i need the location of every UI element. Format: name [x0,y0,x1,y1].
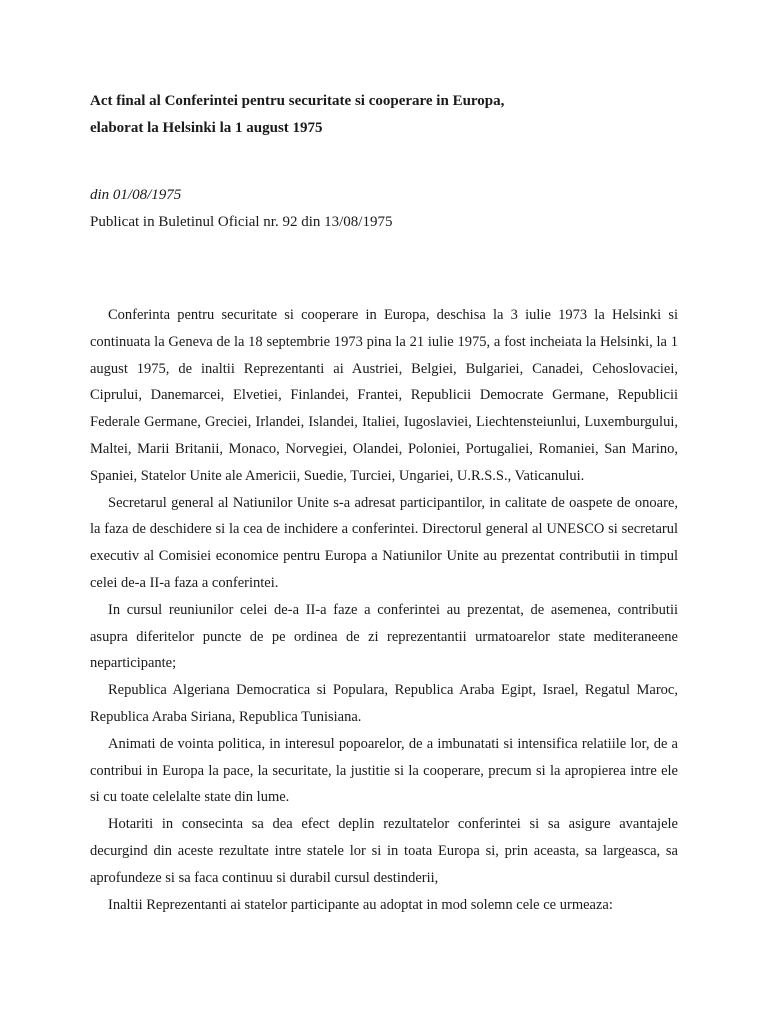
paragraph: Secretarul general al Natiunilor Unite s-a adresat participantilor, in calitate de oaspete de onoare, la faza de deschidere si la cea de inchidere a conferintei. Directorul general al UNESCO si secretarul executiv al Comisiei economice pentru Europa a Natiunilor Unite au prezentat contributii in timpul celei de-a II-a faza a conferintei. [90,494,678,591]
document-meta [90,182,678,236]
document-title [90,88,678,142]
paragraph: In cursul reuniunilor celei de-a II-a faze a conferintei au prezentat, de asemenea, contributii asupra diferitelor puncte de pe ordinea de zi reprezentantii urmatoarelor state mediteraneene neparticipante; [90,601,678,672]
document-body [90,302,678,918]
document-content [90,88,678,918]
document-date: din 01/08/1975 [90,187,182,203]
title-line-1: Act final al Conferintei pentru securitate si cooperare in Europa, [90,93,505,109]
title-line-2: elaborat la Helsinki la 1 august 1975 [90,120,323,136]
paragraph: Animati de vointa politica, in interesul popoarelor, de a imbunatati si intensifica relatiile lor, de a contribui in Europa la pace, la securitate, la justitie si la cooperare, precum si la apropierea intre ele si cu toate celelalte state din lume. [90,735,678,806]
paragraph: Hotariti in consecinta sa dea efect deplin rezultatelor conferintei si sa asigure avantajele decurgind din aceste rezultate intre statele lor si in toata Europa si, prin aceasta, sa largeasca, sa aprofundeze si sa faca continuu si durabil cursul destinderii, [90,816,678,886]
paragraph: Republica Algeriana Democratica si Populara, Republica Araba Egipt, Israel, Regatul Maroc, Republica Araba Siriana, Republica Tunisiana. [90,682,678,725]
paragraph: Inaltii Reprezentanti ai statelor participante au adoptat in mod solemn cele ce urmeaza: [108,896,613,913]
paragraph: Conferinta pentru securitate si cooperare in Europa, deschisa la 3 iulie 1973 la Helsinki si continuata la Geneva de la 18 septembrie 1973 pina la 21 iulie 1975, a fost incheiata la Helsinki, la 1 august 1975, de inaltii Reprezentanti ai Austriei, Belgiei, Bulgariei, Canadei, Cehoslovaciei, Ciprului, Danemarcei, Elvetiei, Finlandei, Frantei, Republicii Democrate Germane, Republicii Federale Germane, Greciei, Irlandei, Islandei, Italiei, Iugoslaviei, Liechtensteiunlui, Luxemburgului, Maltei, Marii Britanii, Monaco, Norvegiei, Olandei, Poloniei, Portugaliei, Romaniei, San Marino, Spaniei, Statelor Unite ale Americii, Suedie, Turciei, Ungariei, U.R.S.S., Vaticanului. [90,307,678,484]
publication-info: Publicat in Buletinul Oficial nr. 92 din 13/08/1975 [90,214,393,230]
